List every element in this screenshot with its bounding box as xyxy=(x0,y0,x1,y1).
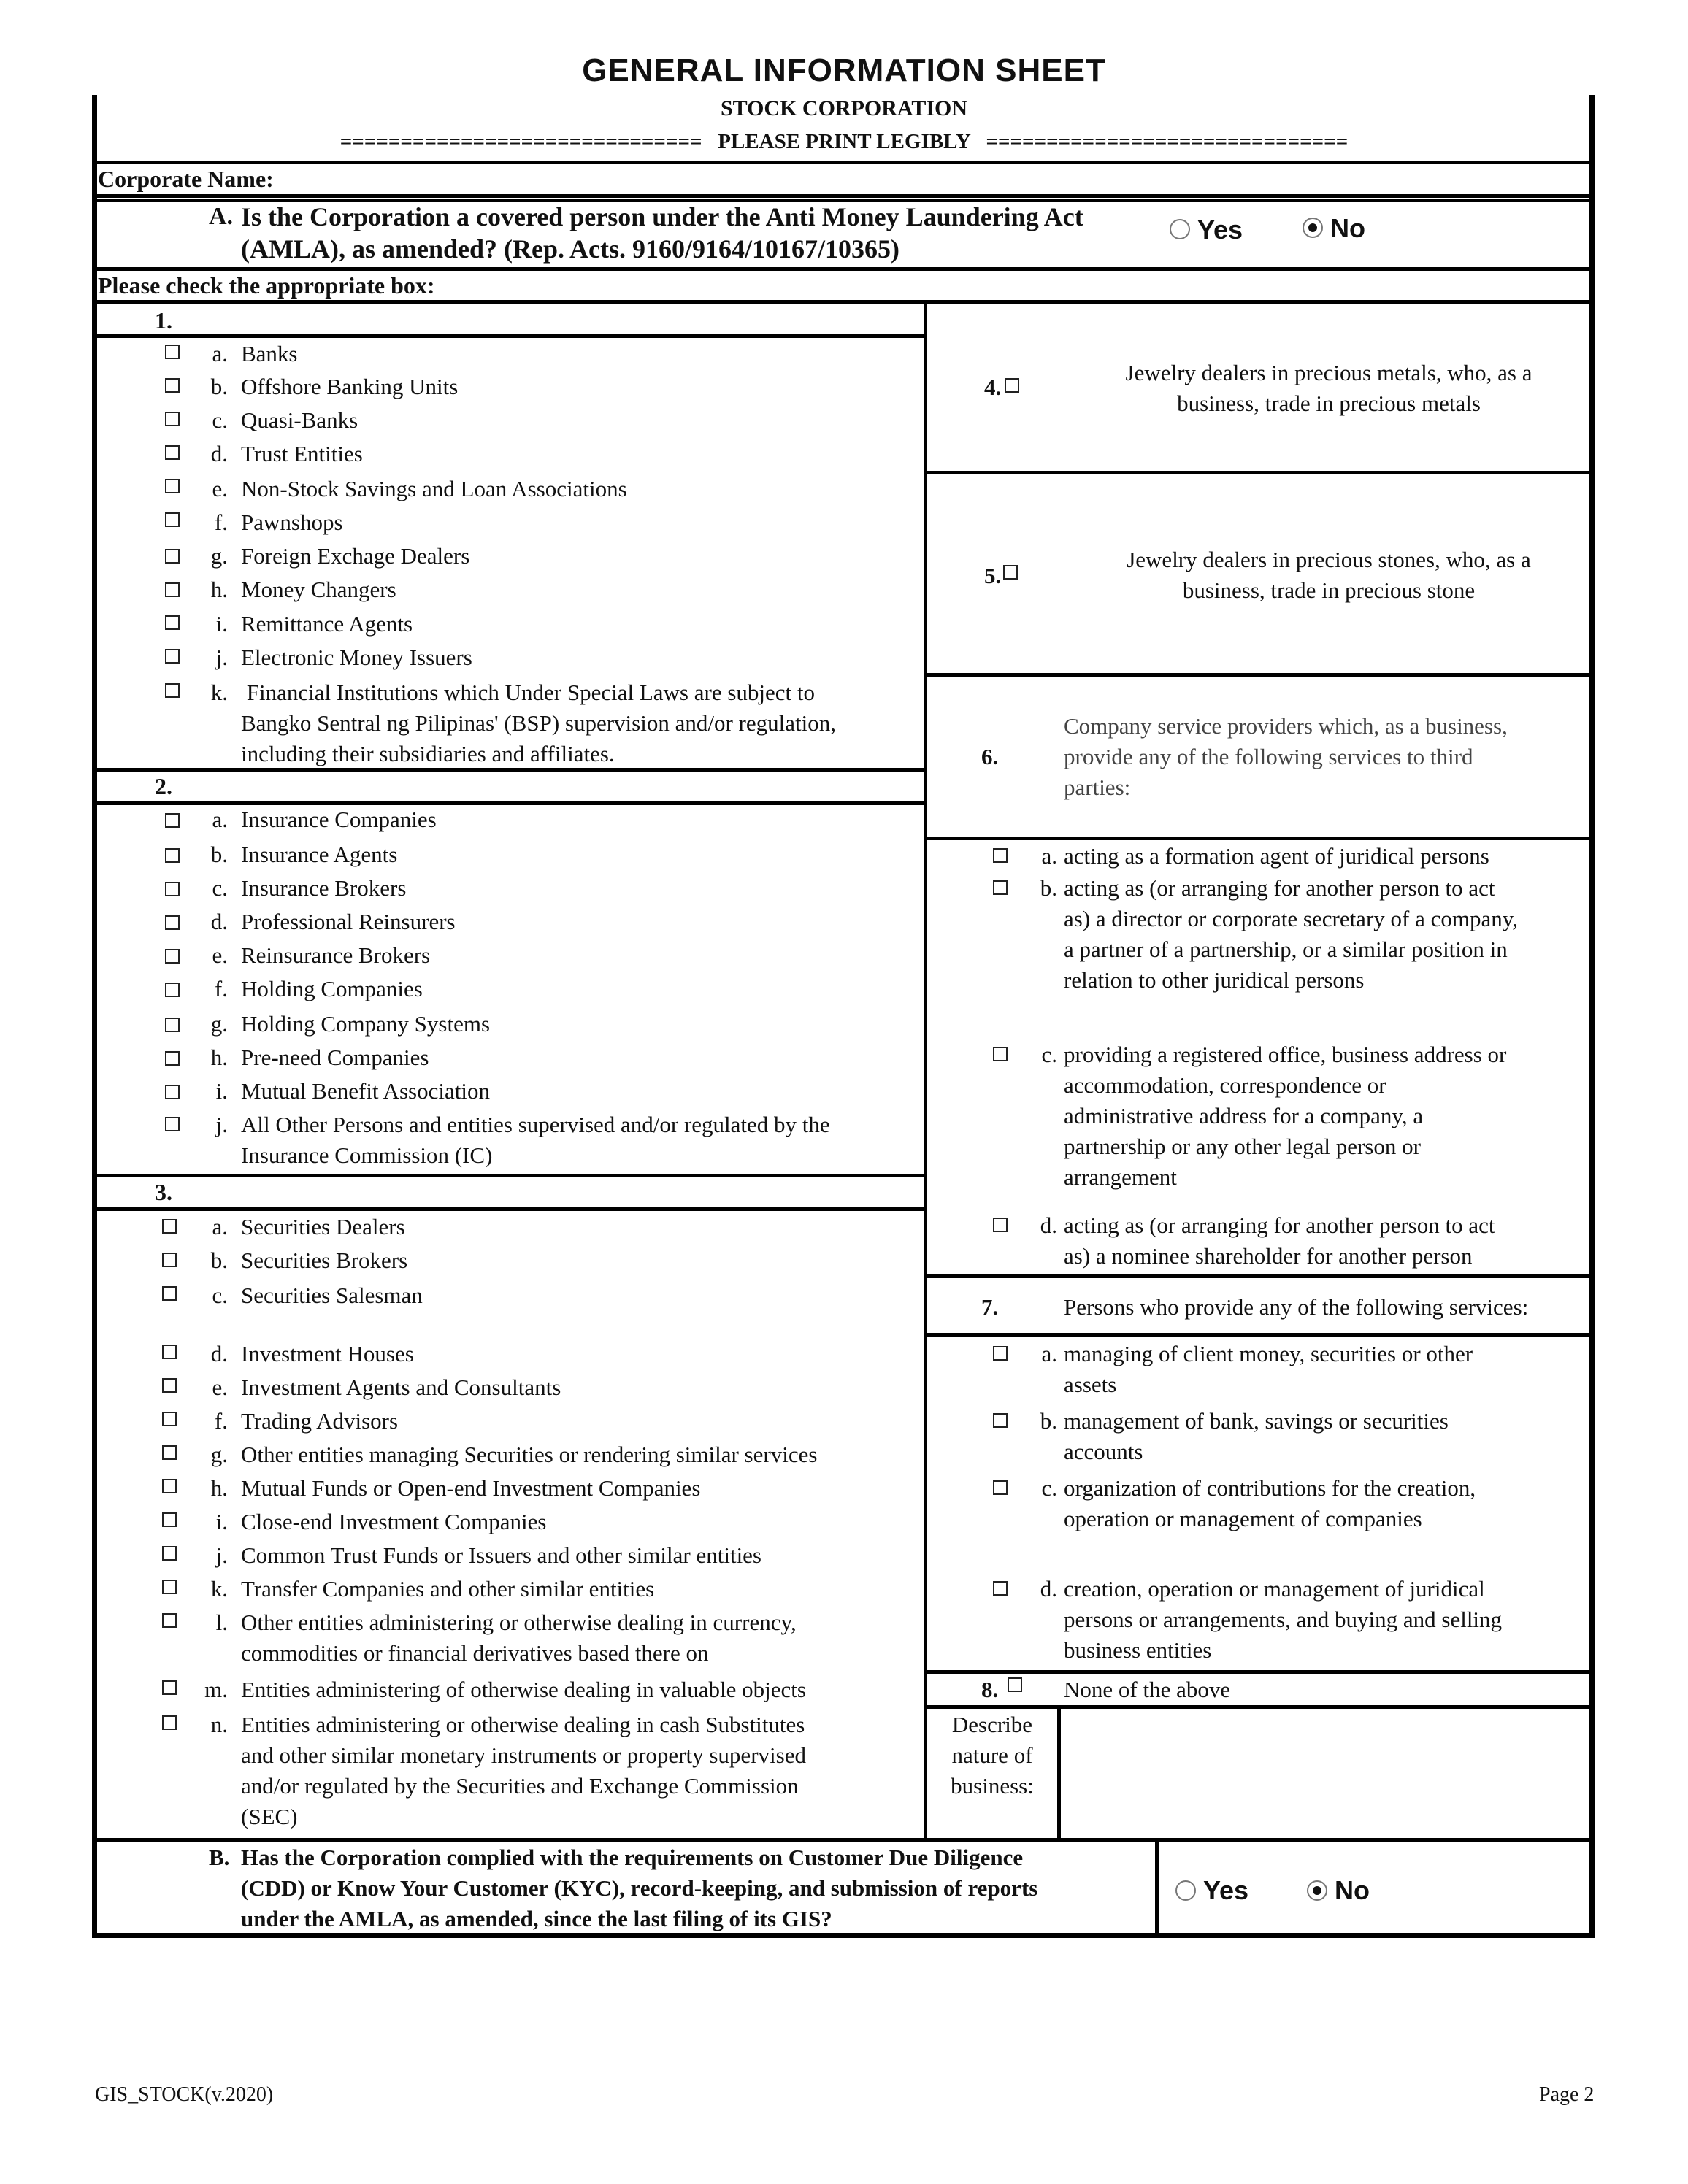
describe-business-label: Describe nature of business: xyxy=(951,1712,1034,1799)
item-letter: f. xyxy=(214,510,228,535)
question-b-yes-label: Yes xyxy=(1203,1875,1249,1905)
question-a-text-line1: Is the Corporation a covered person under the Anti Money Laundering Act xyxy=(241,202,1083,231)
checkbox-1a[interactable] xyxy=(165,345,180,359)
checkbox-2h[interactable] xyxy=(165,1051,180,1066)
item-letter: j. xyxy=(215,645,228,670)
item-1a-label: Banks xyxy=(241,341,298,366)
item-3n-label: Entities administering or otherwise dealing in cash Substitutes xyxy=(241,1712,805,1737)
describe-business-field[interactable] xyxy=(1062,1710,1589,1839)
item-1k-label: Bangko Sentral ng Pilipinas' (BSP) supervision and/or regulation, xyxy=(241,710,836,736)
item-letter: j. xyxy=(215,1542,228,1568)
checkbox-1j[interactable] xyxy=(165,649,180,664)
item-letter: g. xyxy=(210,1442,228,1467)
check-instruction: Please check the appropriate box: xyxy=(98,272,435,299)
checkbox-2a[interactable] xyxy=(165,813,180,828)
checkbox-6c[interactable] xyxy=(993,1047,1008,1061)
question-a-letter: A. xyxy=(209,203,234,230)
item-3f-label: Trading Advisors xyxy=(241,1408,399,1434)
checkbox-2f[interactable] xyxy=(165,983,180,997)
item-2d-label: Professional Reinsurers xyxy=(241,909,456,934)
item-letter: d. xyxy=(1040,1576,1057,1602)
item-letter: a. xyxy=(1041,1341,1057,1366)
checkbox-6a[interactable] xyxy=(993,848,1008,863)
checkbox-1e[interactable] xyxy=(165,479,180,493)
item-6b-label: acting as (or arranging for another person to act as) a director or corporate secretary of a company, a partner of a partnership, or a similar position in relation to other juridical persons xyxy=(1064,875,1518,993)
checkbox-3g[interactable] xyxy=(162,1445,177,1460)
item-letter: i. xyxy=(215,1509,228,1534)
page-number: Page 2 xyxy=(1539,2083,1595,2106)
item-3l-label: commodities or financial derivatives based there on xyxy=(241,1640,709,1666)
checkbox-1k[interactable] xyxy=(165,683,180,698)
question-a-yes-label: Yes xyxy=(1197,215,1243,245)
section3-number: 3. xyxy=(155,1179,172,1205)
item-1f-label: Pawnshops xyxy=(241,510,343,535)
item-7b-label: management of bank, savings or securities accounts xyxy=(1064,1408,1449,1464)
section4-number: 4. xyxy=(984,374,1002,400)
item-2b-label: Insurance Agents xyxy=(241,842,398,867)
checkbox-1c[interactable] xyxy=(165,412,180,426)
item-3h-label: Mutual Funds or Open-end Investment Companies xyxy=(241,1475,701,1501)
column-divider xyxy=(924,304,927,1842)
item-letter: c. xyxy=(1041,1042,1057,1067)
item-letter: c. xyxy=(212,407,228,433)
checkbox-3n[interactable] xyxy=(162,1715,177,1730)
page-title: GENERAL INFORMATION SHEET xyxy=(582,53,1106,88)
item-3n-label: (SEC) xyxy=(241,1804,298,1829)
section6-number: 6. xyxy=(981,744,999,769)
item-letter: b. xyxy=(1040,1408,1057,1434)
item-letter: b. xyxy=(1040,875,1057,901)
frame-left xyxy=(92,95,97,1938)
question-b-letter: B. xyxy=(209,1845,230,1870)
item-1b-label: Offshore Banking Units xyxy=(241,374,459,399)
item-letter: b. xyxy=(210,842,228,867)
item-letter: i. xyxy=(215,1078,228,1104)
item-1k-label: Financial Institutions which Under Special Laws are subject to xyxy=(241,680,816,705)
section5-number: 5. xyxy=(984,563,1002,588)
checkbox-3e[interactable] xyxy=(162,1378,177,1393)
item-letter: f. xyxy=(214,976,228,1001)
checkbox-3m[interactable] xyxy=(162,1680,177,1695)
item-letter: d. xyxy=(210,1341,228,1366)
item-6d-label: acting as (or arranging for another person to act as) a nominee shareholder for another person xyxy=(1064,1212,1495,1269)
item-7a-label: managing of client money, securities or other assets xyxy=(1064,1341,1473,1397)
item-1g-label: Foreign Exchage Dealers xyxy=(241,543,470,569)
item-letter: d. xyxy=(210,909,228,934)
item-1e-label: Non-Stock Savings and Loan Associations xyxy=(241,476,627,501)
item-3g-label: Other entities managing Securities or rendering similar services xyxy=(241,1442,818,1467)
item-3n-label: and/or regulated by the Securities and Exchange Commission xyxy=(241,1773,799,1799)
checkbox-2j[interactable] xyxy=(165,1117,180,1131)
checkbox-2b[interactable] xyxy=(165,848,180,863)
question-a-yes-radio[interactable] xyxy=(1170,219,1190,239)
section2-number: 2. xyxy=(155,773,172,799)
checkbox-7c[interactable] xyxy=(993,1480,1008,1495)
item-2j-label: All Other Persons and entities supervised and/or regulated by the xyxy=(241,1112,830,1137)
form-version: GIS_STOCK(v.2020) xyxy=(95,2083,274,2106)
question-b-no-label: No xyxy=(1335,1875,1370,1905)
item-letter: h. xyxy=(210,577,228,602)
item-letter: a. xyxy=(212,807,228,832)
checkbox-7a[interactable] xyxy=(993,1346,1008,1361)
item-3b-label: Securities Brokers xyxy=(241,1247,408,1273)
item-2a-label: Insurance Companies xyxy=(241,807,437,832)
item-7c-label: organization of contributions for the creation, operation or management of companies xyxy=(1064,1475,1476,1531)
item-7d-label: creation, operation or management of juridical persons or arrangements, and buying and selling business entities xyxy=(1064,1576,1503,1663)
item-letter: c. xyxy=(1041,1475,1057,1501)
checkbox-3i[interactable] xyxy=(162,1512,177,1527)
item-6c-label: providing a registered office, business address or accommodation, correspondence or administrative address for a company, a partnership or any other legal person or arrangement xyxy=(1064,1042,1507,1190)
item-letter: k. xyxy=(210,680,228,705)
question-a-no-radio[interactable] xyxy=(1303,218,1323,238)
item-3n-label: and other similar monetary instruments or property supervised xyxy=(241,1742,806,1768)
item-letter: l. xyxy=(215,1610,228,1635)
section6-intro: Company service providers which, as a business, provide any of the following services to third parties: xyxy=(1064,713,1508,800)
item-2j-label: Insurance Commission (IC) xyxy=(241,1142,493,1168)
section1-number: 1. xyxy=(155,307,172,334)
checkbox-3b[interactable] xyxy=(162,1253,177,1267)
item-letter: g. xyxy=(210,543,228,569)
item-3k-label: Transfer Companies and other similar entities xyxy=(241,1576,655,1602)
item-1i-label: Remittance Agents xyxy=(241,611,413,637)
item-letter: i. xyxy=(215,611,228,637)
item-1h-label: Money Changers xyxy=(241,577,396,602)
section7-number: 7. xyxy=(981,1294,999,1320)
item-letter: a. xyxy=(1041,843,1057,869)
item-3i-label: Close-end Investment Companies xyxy=(241,1509,547,1534)
checkbox-1d[interactable] xyxy=(165,445,180,460)
page-subtitle: STOCK CORPORATION xyxy=(720,96,968,120)
checkbox-4[interactable] xyxy=(1005,378,1019,393)
item-3a-label: Securities Dealers xyxy=(241,1214,405,1239)
section4-text: Jewelry dealers in precious metals, who, as a business, trade in precious metals xyxy=(1125,360,1532,416)
item-letter: g. xyxy=(210,1011,228,1037)
item-letter: d. xyxy=(1040,1212,1057,1238)
checkbox-3d[interactable] xyxy=(162,1345,177,1359)
question-b-yes-radio[interactable] xyxy=(1175,1880,1196,1901)
checkbox-1f[interactable] xyxy=(165,512,180,527)
item-3c-label: Securities Salesman xyxy=(241,1283,423,1308)
item-letter: e. xyxy=(212,942,228,968)
checkbox-2c[interactable] xyxy=(165,882,180,896)
checkbox-8[interactable] xyxy=(1008,1677,1022,1692)
checkbox-3l[interactable] xyxy=(162,1613,177,1628)
item-3m-label: Entities administering of otherwise dealing in valuable objects xyxy=(241,1677,806,1702)
item-3j-label: Common Trust Funds or Issuers and other similar entities xyxy=(241,1542,761,1568)
checkbox-2e[interactable] xyxy=(165,949,180,964)
section5-text: Jewelry dealers in precious stones, who, as a business, trade in precious stone xyxy=(1127,547,1531,603)
item-3e-label: Investment Agents and Consultants xyxy=(241,1374,561,1400)
item-1k-label: including their subsidiaries and affiliates. xyxy=(241,741,615,766)
item-letter: b. xyxy=(210,1247,228,1273)
item-1c-label: Quasi-Banks xyxy=(241,407,358,433)
item-1d-label: Trust Entities xyxy=(241,441,363,466)
item-2h-label: Pre-need Companies xyxy=(241,1045,429,1070)
checkbox-2i[interactable] xyxy=(165,1085,180,1099)
item-letter: f. xyxy=(214,1408,228,1434)
corporate-name-label: Corporate Name: xyxy=(98,166,274,192)
checkbox-1b[interactable] xyxy=(165,378,180,393)
checkbox-2g[interactable] xyxy=(165,1018,180,1032)
item-letter: j. xyxy=(215,1112,228,1137)
item-letter: b. xyxy=(210,374,228,399)
item-letter: h. xyxy=(210,1475,228,1501)
item-3d-label: Investment Houses xyxy=(241,1341,414,1366)
print-legibly-line: ============================== PLEASE PRINT LEGIBLY ============================== xyxy=(339,130,1349,153)
item-letter: a. xyxy=(212,341,228,366)
checkbox-1g[interactable] xyxy=(165,549,180,564)
checkbox-7b[interactable] xyxy=(993,1413,1008,1428)
item-letter: e. xyxy=(212,1374,228,1400)
question-a-text-line2: (AMLA), as amended? (Rep. Acts. 9160/9164/10167/10365) xyxy=(241,234,899,264)
item-letter: k. xyxy=(210,1576,228,1602)
item-letter: a. xyxy=(212,1214,228,1239)
item-2f-label: Holding Companies xyxy=(241,976,423,1001)
question-b-text: Has the Corporation complied with the requirements on Customer Due Diligence (CDD) or Know Your Customer (KYC), record-keeping, and submission of reports under the AMLA, as amended, since the last filing of its GIS? xyxy=(241,1845,1038,1931)
item-letter: d. xyxy=(210,441,228,466)
checkbox-3h[interactable] xyxy=(162,1479,177,1493)
checkbox-6d[interactable] xyxy=(993,1218,1008,1232)
checkbox-6b[interactable] xyxy=(993,880,1008,895)
section7-intro: Persons who provide any of the following services: xyxy=(1064,1294,1529,1320)
question-a-no-label: No xyxy=(1330,213,1365,243)
item-letter: c. xyxy=(212,1283,228,1308)
item-1j-label: Electronic Money Issuers xyxy=(241,645,472,670)
checkbox-5[interactable] xyxy=(1003,565,1018,580)
item-2c-label: Insurance Brokers xyxy=(241,875,407,901)
checkbox-1i[interactable] xyxy=(165,615,180,630)
item-letter: n. xyxy=(210,1712,228,1737)
checkbox-3k[interactable] xyxy=(162,1580,177,1594)
checkbox-2d[interactable] xyxy=(165,915,180,930)
item-2g-label: Holding Company Systems xyxy=(241,1011,491,1037)
item-3l-label: Other entities administering or otherwise dealing in currency, xyxy=(241,1610,797,1635)
item-2e-label: Reinsurance Brokers xyxy=(241,942,431,968)
checkbox-3c[interactable] xyxy=(162,1286,177,1301)
item-letter: m. xyxy=(204,1677,228,1702)
item-letter: e. xyxy=(212,476,228,501)
section8-label: None of the above xyxy=(1064,1677,1231,1702)
checkbox-3j[interactable] xyxy=(162,1546,177,1561)
section8-number: 8. xyxy=(981,1677,999,1702)
checkbox-1h[interactable] xyxy=(165,582,180,597)
checkbox-7d[interactable] xyxy=(993,1581,1008,1596)
checkbox-3f[interactable] xyxy=(162,1412,177,1426)
item-6a-label: acting as a formation agent of juridical persons xyxy=(1064,843,1489,869)
item-letter: c. xyxy=(212,875,228,901)
item-2i-label: Mutual Benefit Association xyxy=(241,1078,490,1104)
checkbox-3a[interactable] xyxy=(162,1219,177,1234)
question-b-no-radio[interactable] xyxy=(1307,1880,1327,1901)
item-letter: h. xyxy=(210,1045,228,1070)
